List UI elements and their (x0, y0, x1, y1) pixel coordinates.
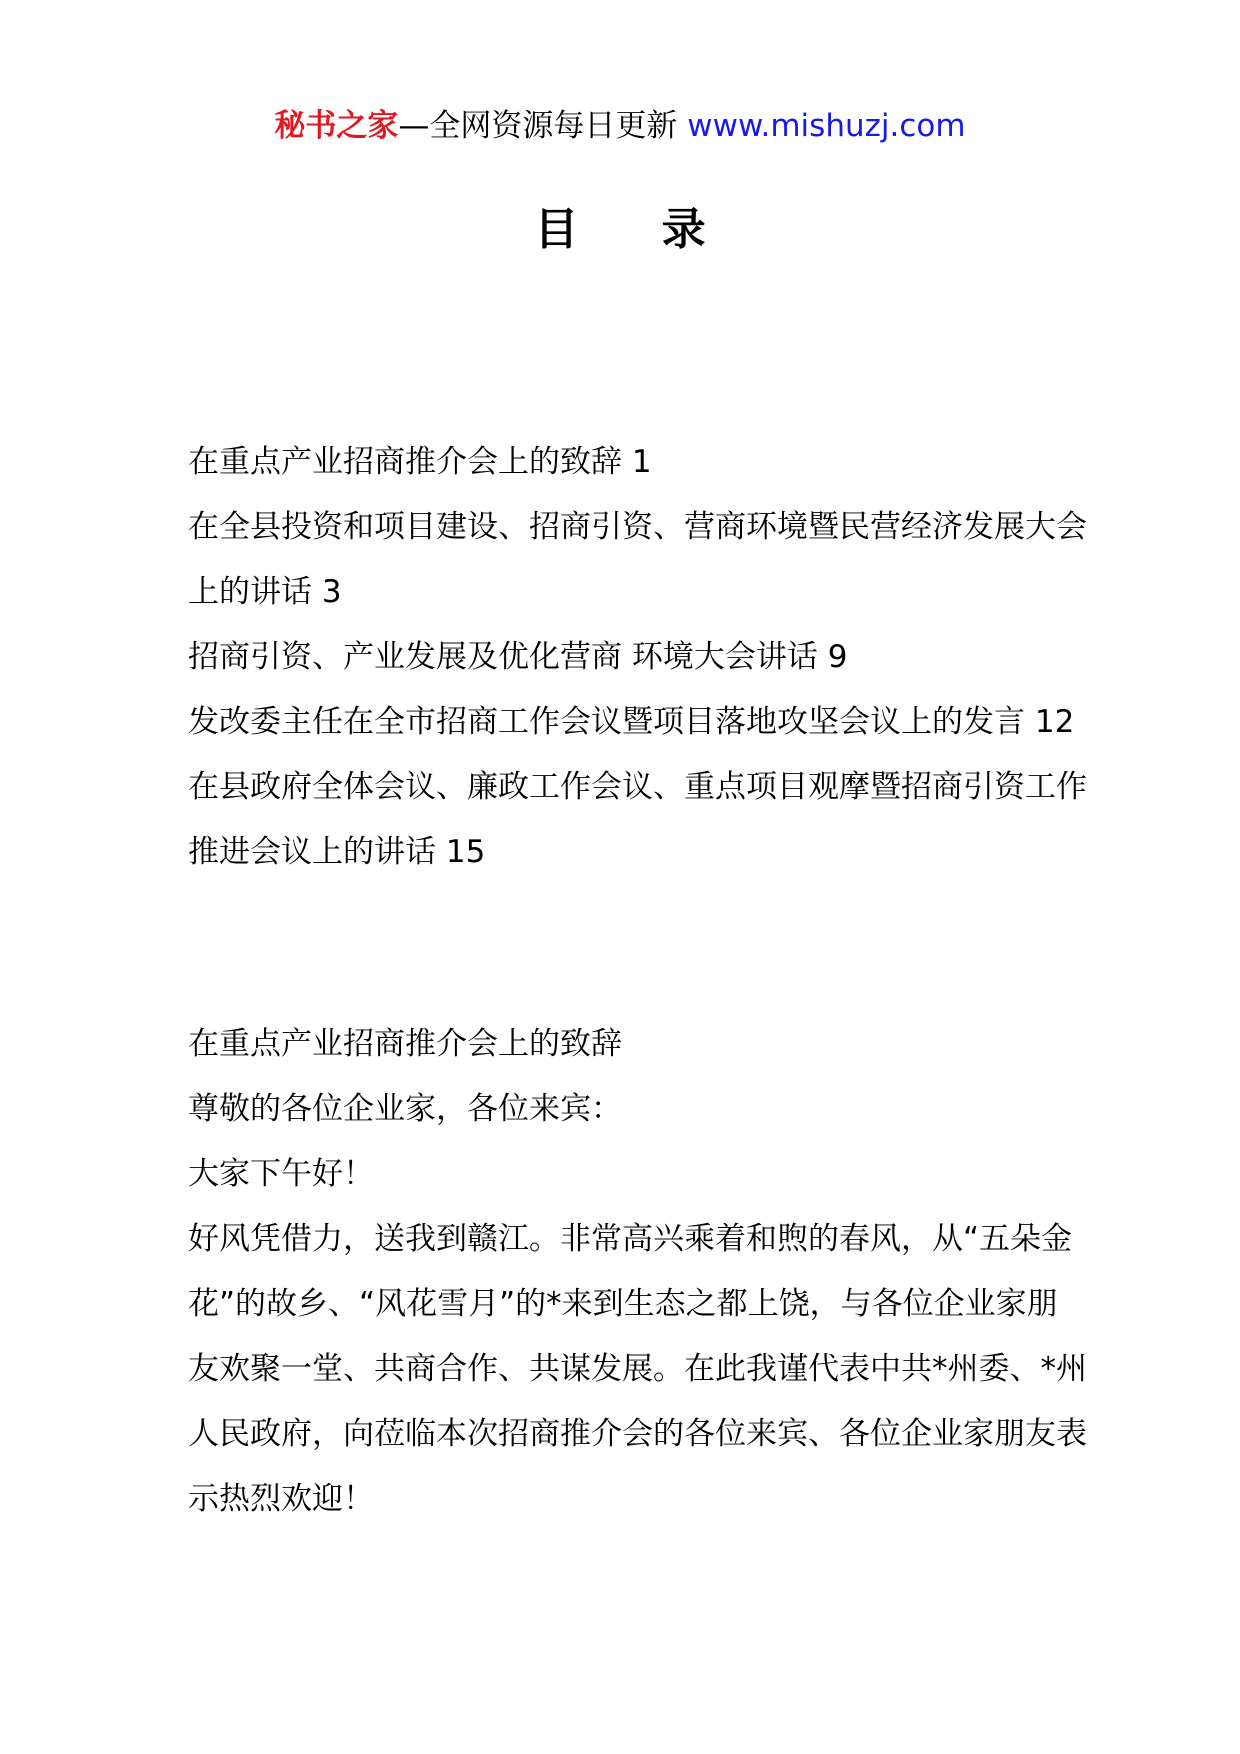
brand-name: 秘书之家 (274, 108, 399, 144)
article-salutation: 尊敬的各位企业家，各位来宾： (188, 1091, 622, 1127)
article-greeting: 大家下午好！ (188, 1156, 374, 1192)
toc-item[interactable]: 招商引资、产业发展及优化营商 环境大会讲话 9 (188, 639, 848, 675)
toc-item[interactable]: 在县政府全体会议、廉政工作会议、重点项目观摩暨招商引资工作推进会议上的讲话 15 (188, 769, 1087, 870)
toc-item[interactable]: 在全县投资和项目建设、招商引资、营商环境暨民营经济发展大会上的讲话 3 (188, 509, 1087, 610)
page-header (0, 104, 1240, 148)
article-body: 好风凭借力，送我到赣江。非常高兴乘着和煦的春风，从“五朵金花”的故乡、“风花雪月”的*来到生态之都上饶，与各位企业家朋友欢聚一堂、共商合作、共谋发展。在此我谨代表中共*州委、*州人民政府，向莅临本次招商推介会的各位来宾、各位企业家朋友表示热烈欢迎！ (188, 1221, 1087, 1517)
toc-item[interactable]: 在重点产业招商推介会上的致辞 1 (188, 444, 652, 480)
header-tagline: —全网资源每日更新 (398, 108, 688, 144)
table-of-contents (188, 430, 1088, 885)
article-title: 在重点产业招商推介会上的致辞 (188, 1026, 622, 1062)
toc-title: 目 录 (534, 204, 740, 255)
site-url-link[interactable]: www.mishuzj.com (687, 108, 966, 144)
toc-item[interactable]: 发改委主任在全市招商工作会议暨项目落地攻坚会议上的发言 12 (188, 704, 1075, 740)
article (188, 1012, 1088, 1532)
